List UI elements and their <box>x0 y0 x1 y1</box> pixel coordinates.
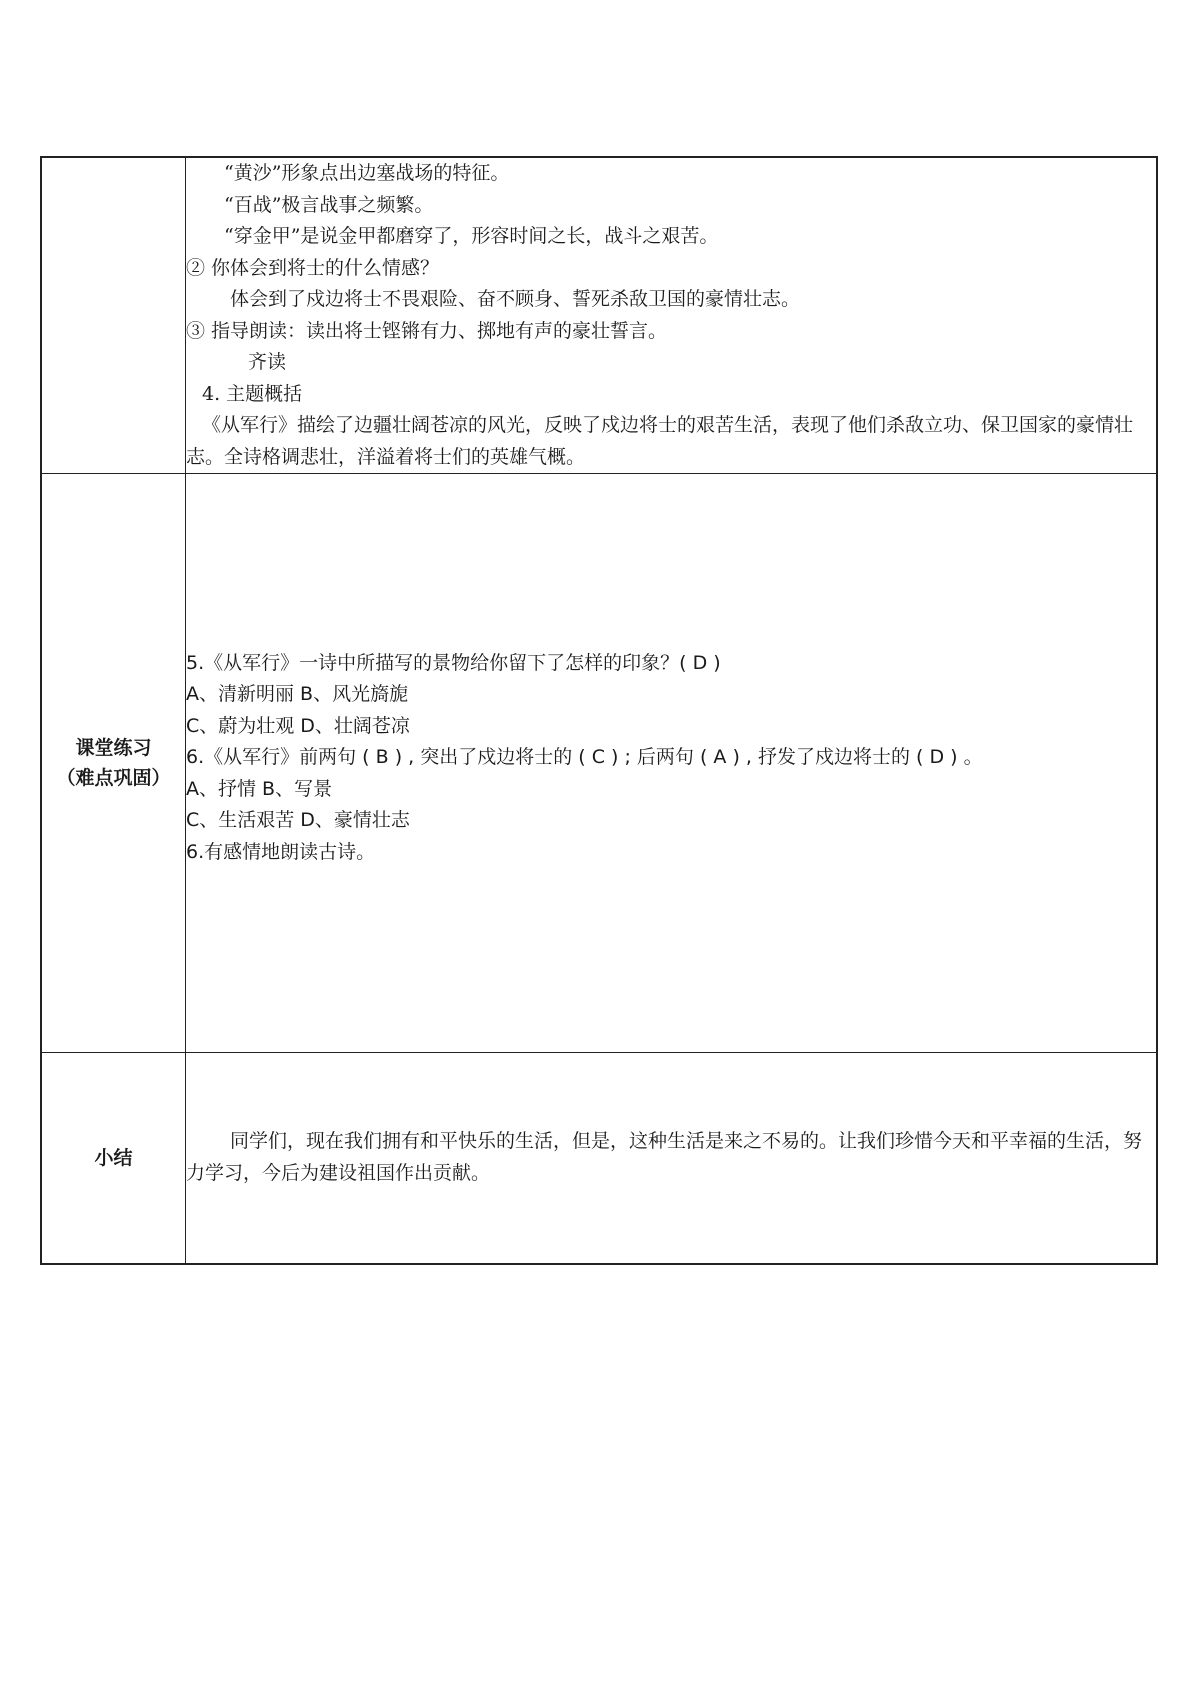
summary-label: 小结 <box>94 1146 133 1169</box>
summary-content-cell <box>186 1053 1158 1264</box>
exercise-label: 课堂练习 <box>75 737 152 759</box>
summary-label-cell <box>41 1053 186 1264</box>
text-line: 体会到了戍边将士不畏艰险、奋不顾身、誓死杀敌卫国的豪情壮志。 <box>230 288 801 310</box>
exercise-content-cell <box>186 474 1158 1053</box>
exercise-options: C、生活艰苦 D、豪情壮志 <box>186 809 410 832</box>
exercise-question: 6.有感情地朗读古诗。 <box>186 840 376 863</box>
lesson-plan-table <box>40 156 1158 1265</box>
table-row-exercise <box>41 474 1157 1053</box>
exercise-label-cell <box>41 474 186 1053</box>
summary-text: 同学们，现在我们拥有和平快乐的生活，但是，这种生活是来之不易的。让我们珍惜今天和平幸福的生活，努力学习，今后为建设祖国作出贡献。 <box>186 1130 1143 1184</box>
question-3: ③ 指导朗读：读出将士铿锵有力、掷地有声的豪壮誓言。 <box>186 319 668 342</box>
theme-summary: 《从军行》描绘了边疆壮阔苍凉的风光，反映了戍边将士的艰苦生活，表现了他们杀敌立功、保卫国家的豪情壮志。全诗格调悲壮，洋溢着将士们的英雄气概。 <box>186 414 1134 468</box>
exercise-sublabel: （难点巩固） <box>56 767 171 789</box>
text-line: “百战”极言战事之频繁。 <box>224 193 434 216</box>
exercise-question: 5.《从军行》一诗中所描写的景物给你留下了怎样的印象？( D ) <box>186 651 721 674</box>
exercise-options: C、蔚为壮观 D、壮阔苍凉 <box>186 714 410 737</box>
analysis-content-cell <box>186 157 1158 474</box>
text-line: “穿金甲”是说金甲都磨穿了，形容时间之长，战斗之艰苦。 <box>224 225 719 247</box>
text-line: 齐读 <box>248 351 287 373</box>
table-row-summary <box>41 1053 1157 1264</box>
section-heading: 4. 主题概括 <box>202 382 303 405</box>
table-row-analysis <box>41 157 1157 474</box>
question-2: ② 你体会到将士的什么情感？ <box>186 256 440 279</box>
exercise-options: A、清新明丽 B、风光旖旎 <box>186 683 409 706</box>
empty-label-cell <box>41 157 186 474</box>
exercise-question: 6.《从军行》前两句 ( B ) , 突出了戍边将士的 ( C ) ; 后两句 ( A ) , 抒发了戍边将士的 ( D ) 。 <box>186 746 983 769</box>
exercise-options: A、抒情 B、写景 <box>186 777 333 800</box>
text-line: “黄沙”形象点出边塞战场的特征。 <box>224 162 510 184</box>
